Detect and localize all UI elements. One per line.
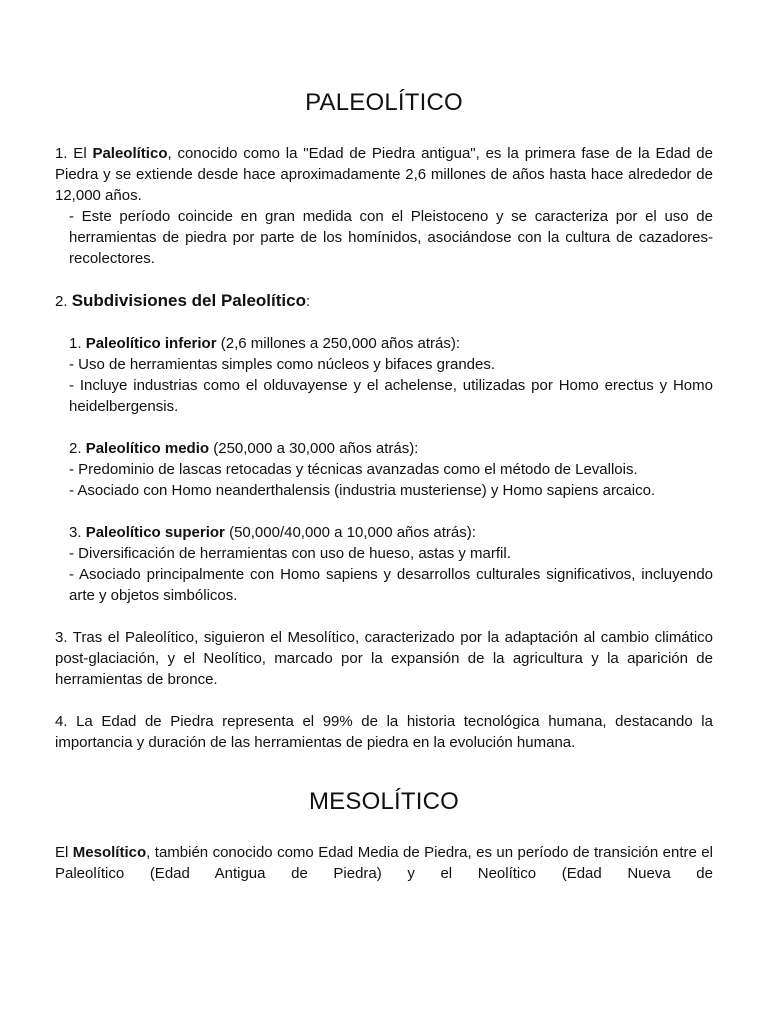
sub3-heading <box>55 522 713 543</box>
sub2-bold-term: Paleolítico medio <box>85 440 210 457</box>
sub3-bullet-2: - Asociado principalmente con Homo sapiens y desarrollos culturales significativos, incluyendo arte y objetos simbólicos. <box>69 566 713 604</box>
spacer <box>55 501 713 522</box>
paragraph-mesolitico-intro <box>55 842 713 884</box>
spacer <box>55 312 713 333</box>
heading-subdivisiones <box>55 290 713 312</box>
sub2-text: (250,000 a 30,000 años atrás): <box>209 440 419 457</box>
spacer <box>55 417 713 438</box>
sub1-text: (2,6 millones a 250,000 años atrás): <box>216 335 461 352</box>
subdivisiones-prefix: 2. <box>55 293 72 310</box>
sub3-bullet-1: - Diversificación de herramientas con uso de hueso, astas y marfil. <box>69 545 511 562</box>
paragraph-4: 4. La Edad de Piedra representa el 99% de la historia tecnológica humana, destacando la importancia y duración de las herramientas de piedra en la evolución humana. <box>55 713 713 751</box>
section-title-mesolitico: MESOLÍTICO <box>308 788 460 815</box>
sub2-bullet-1: - Predominio de lascas retocadas y técnicas avanzadas como el método de Levallois. <box>69 461 638 478</box>
sub1-heading <box>55 333 713 354</box>
sub1-prefix: 1. <box>69 335 86 352</box>
section-title-paleolitico: PALEOLÍTICO <box>305 89 463 116</box>
subdivisiones-suffix: : <box>305 293 311 310</box>
paragraph-3: 3. Tras el Paleolítico, siguieron el Mesolítico, caracterizado por la adaptación al cambio climático post-glaciación, y el Neolítico, marcado por la expansión de la agricultura y la aparición de herramientas de bronce. <box>55 629 713 688</box>
sub3-bold-term: Paleolítico superior <box>85 524 225 541</box>
intro-text: , conocido como la "Edad de Piedra antigua", es la primera fase de la Edad de Piedra y se extiende desde hace aproximadamente 2,6 millones de años hasta hace alrededor de 12,000 años. <box>55 145 713 204</box>
sub2-prefix: 2. <box>69 440 86 457</box>
sub1-bold-term: Paleolítico inferior <box>85 335 217 352</box>
meso-prefix: El <box>55 844 73 861</box>
spacer <box>55 690 713 711</box>
paragraph-intro <box>55 143 713 206</box>
intro-prefix: 1. El <box>55 145 93 162</box>
spacer <box>55 269 713 290</box>
sub1-bullet-1: - Uso de herramientas simples como núcleos y bifaces grandes. <box>69 356 496 373</box>
document-page <box>55 0 713 884</box>
sub1-bullet-2: - Incluye industrias como el olduvayense y el achelense, utilizadas por Homo erectus y Homo heidelbergensis. <box>69 377 713 415</box>
sub2-bullet-2: - Asociado con Homo neanderthalensis (industria musteriense) y Homo sapiens arcaico. <box>69 482 656 499</box>
meso-text: , también conocido como Edad Media de Piedra, es un período de transición entre el Paleolítico (Edad Antigua de Piedra) y el Neolítico (Edad Nueva de <box>55 844 713 882</box>
intro-bold-term: Paleolítico <box>92 145 168 162</box>
spacer <box>55 606 713 627</box>
sub3-text: (50,000/40,000 a 10,000 años atrás): <box>224 524 476 541</box>
meso-bold-term: Mesolítico <box>72 844 147 861</box>
sub2-heading <box>55 438 713 459</box>
subdivisiones-bold-title: Subdivisiones del Paleolítico <box>71 291 306 310</box>
sub3-prefix: 3. <box>69 524 86 541</box>
paragraph-intro-bullet: - Este período coincide en gran medida con el Pleistoceno y se caracteriza por el uso de herramientas de piedra por parte de los homínidos, asociándose con la cultura de cazadores-recolectores. <box>69 208 713 267</box>
